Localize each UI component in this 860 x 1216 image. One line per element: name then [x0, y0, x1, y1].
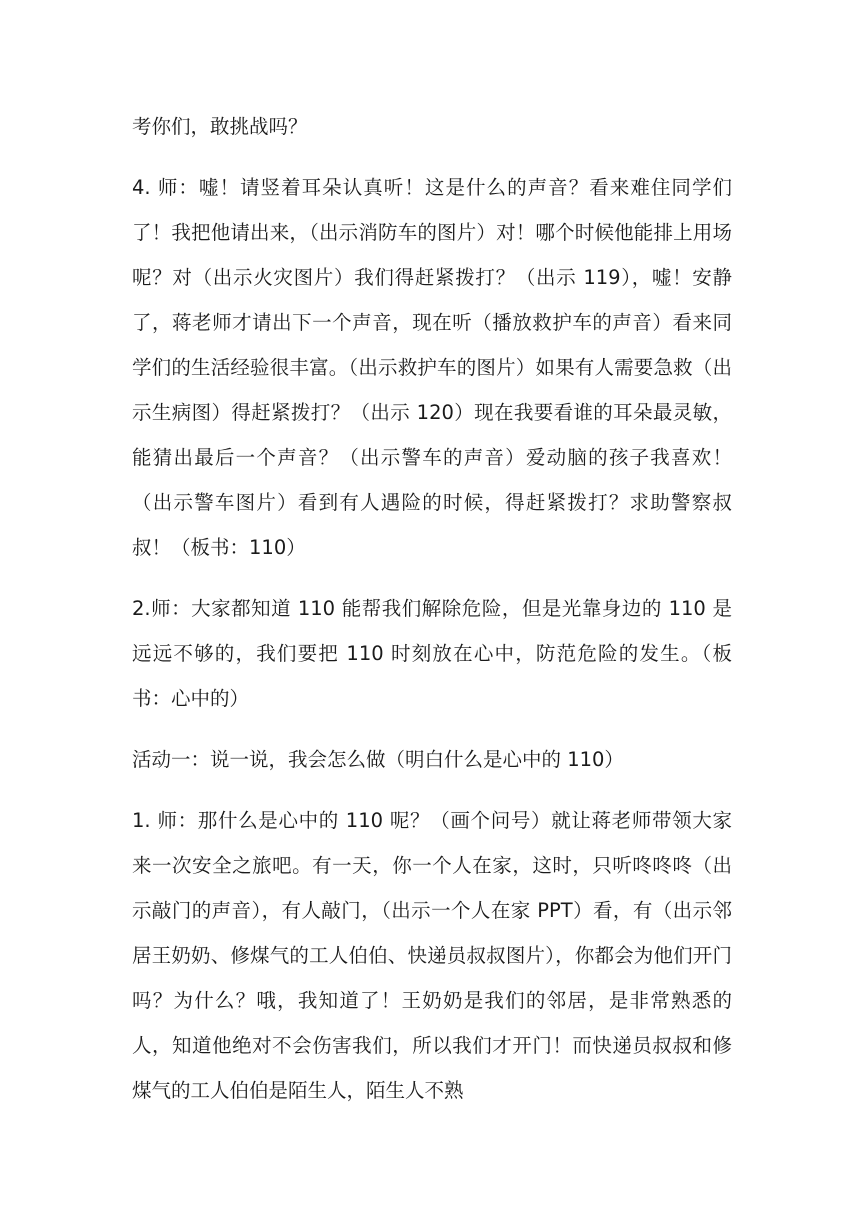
paragraph-step-1-safety-trip: 1. 师：那什么是心中的 110 呢？（画个问号）就让蒋老师带领大家来一次安全之旅吧。有一天，你一个人在家，这时，只听咚咚咚（出示敲门的声音），有人敲门，（出示一个人在家 PPT）看，有（出示邻居王奶奶、修煤气的工人伯伯、快递员叔叔图片），你都会为他们开门吗？为什么？哦，我知道了！王奶奶是我们的邻居，是非常熟悉的人，知道他绝对不会伤害我们，所以我们才开门！而快递员叔叔和修煤气的工人伯伯是陌生人，陌生人不熟 [132, 809, 732, 1102]
paragraph-intro-question: 考你们，敢挑战吗？ [132, 115, 308, 138]
paragraph-activity-one-heading: 活动一：说一说，我会怎么做（明白什么是心中的 110） [132, 748, 624, 771]
paragraph-step-4-sounds: 4. 师：嘘！请竖着耳朵认真听！这是什么的声音？看来难住同学们了！我把他请出来，（出示消防车的图片）对！哪个时候他能排上用场呢？对（出示火灾图片）我们得赶紧拨打？（出示 119），嘘！安静了，蒋老师才请出下一个声音，现在听（播放救护车的声音）看来同学们的生活经验很丰富。（出示救护车的图片）如果有人需要急救（出示生病图）得赶紧拨打？（出示 120）现在我要看谁的耳朵最灵敏，能猜出最后一个声音？（出示警车的声音）爱动脑的孩子我喜欢！（出示警车图片）看到有人遇险的时候，得赶紧拨打？求助警察叔叔！（板书：110） [132, 176, 732, 559]
paragraph-step-2-110-in-heart: 2.师：大家都知道 110 能帮我们解除危险，但是光靠身边的 110 是远远不够的，我们要把 110 时刻放在心中，防范危险的发生。（板书：心中的） [132, 597, 732, 710]
document-body [132, 104, 732, 1129]
